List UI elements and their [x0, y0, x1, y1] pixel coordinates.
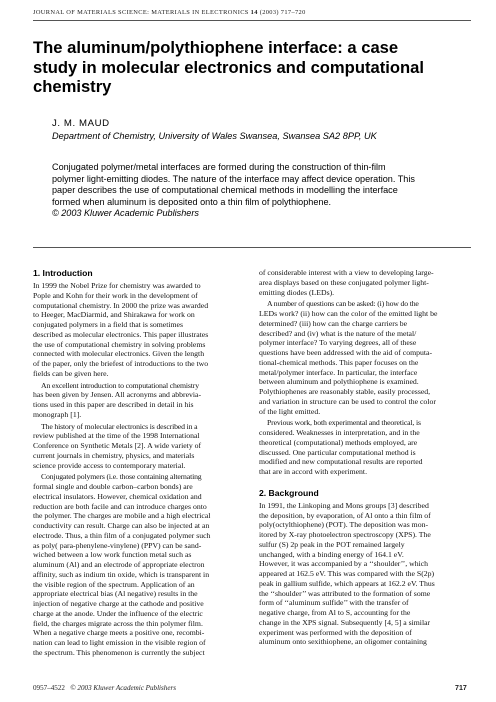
text-line: wiched between a low work function metal such as: [33, 550, 192, 560]
text-line: A number of questions can be asked: (i) how do the: [267, 299, 419, 309]
text-line: injection of negative charge at the cathode and positive: [33, 599, 204, 608]
paragraph: [259, 501, 464, 647]
background-body: [259, 501, 464, 647]
text-line: polymer interface? To varying degrees, all of these: [259, 338, 417, 348]
article-title: [33, 38, 473, 97]
text-line: affinity, such as indium tin oxide, which is transparent in: [33, 569, 210, 579]
introduction-body: [33, 281, 238, 658]
title-line: study in molecular electronics and computational: [33, 57, 424, 77]
footer-copyright-symbol: ©: [70, 684, 76, 692]
text-line: tions used in this paper are described in detail in his: [33, 400, 194, 409]
text-line: When a negative charge meets a positive one, recombi-: [33, 628, 205, 638]
text-line: In 1999 the Nobel Prize for chemistry was awarded to: [33, 281, 201, 290]
text-line: questions have been addressed with the aid of computa-: [259, 348, 433, 357]
text-line: connected with molecular electronics. Given the length: [33, 349, 205, 359]
text-line: An excellent introduction to computational chemistry: [41, 380, 199, 390]
text-line: experiment was performed with the deposition of: [259, 627, 412, 637]
text-line: review published at the time of the 1998 International: [33, 431, 200, 441]
text-line: science provide access to contemporary material.: [33, 460, 186, 470]
text-line: the spectrum. This phenomenon is currently the subject: [33, 647, 205, 657]
section-heading-background: 2. Background: [259, 487, 319, 498]
footer-copyright: 2003 Kluwer Academic Publishers: [77, 684, 177, 692]
abstract: [52, 162, 482, 220]
text-line: modified and new computational results are reported: [259, 457, 423, 467]
text-line: sulfur (S) 2p peak in the POT remained largely: [259, 539, 405, 549]
text-line: However, it was accompanied by a ‘‘shoulder’’, which: [259, 559, 429, 569]
title-line: The aluminum/polythiophene interface: a case: [33, 38, 399, 57]
text-line: conductivity can result. Charge can also be injected at an: [33, 521, 210, 530]
paragraph: [33, 422, 238, 471]
text-line: In 1991, the Linkoping and Mons groups [3] described: [259, 500, 429, 510]
journal-volume: 14: [250, 9, 258, 16]
copyright-symbol: ©: [52, 208, 59, 219]
text-line: emitting diodes (LEDs).: [259, 287, 335, 297]
text-line: poly(octylthiophene) (POT). The deposition was mon-: [259, 520, 429, 530]
text-line: as poly( para-phenylene-vinylene) (PPV) can be sand-: [33, 540, 202, 550]
footer-code: 0957–4522: [33, 684, 65, 692]
text-line: of the light emitted.: [259, 406, 321, 416]
text-line: appropriate electrical bias (Al negative) results in the: [33, 589, 198, 599]
text-line: change in the XPS signal. Subsequently [4, 5] a similar: [259, 617, 431, 627]
paragraph: [33, 472, 238, 657]
text-line: peak in gallium sulfide, which appears at 162.2 eV. Thus: [259, 578, 435, 588]
text-line: described as molecular electronics. This paper illustrates: [33, 329, 209, 339]
text-line: reduction are both facile and can introduce charges onto: [33, 501, 207, 511]
paragraph: [259, 268, 464, 297]
title-line: chemistry: [33, 77, 112, 96]
text-line: of considerable interest with a view to developing large-: [259, 268, 434, 277]
text-line: and variation in structure can be used to control the color: [259, 396, 436, 406]
text-line: conjugated polymers in a field that is sometimes: [33, 320, 184, 329]
text-line: Pople and Kohn for their work in the development of: [33, 290, 198, 300]
text-line: nation can lead to light emission in the visible region of: [33, 638, 206, 647]
author-affiliation: Department of Chemistry, University of Wales Swansea, Swansea SA2 8PP, UK: [52, 131, 377, 141]
text-line: formal single and double carbon–carbon bonds) are: [33, 482, 193, 491]
text-line: has been given by Jensen. All acronyms and abbrevia-: [33, 390, 202, 400]
text-line: the ‘‘shoulder’’ was attributed to the formation of some: [259, 588, 431, 598]
text-line: that are in accord with experiment.: [259, 467, 368, 476]
text-line: computational chemistry. In 2000 the prize was awarded: [33, 300, 209, 310]
text-line: LEDs work? (ii) how can the color of the emitted light be: [259, 309, 438, 318]
paragraph: [33, 281, 238, 379]
abstract-copyright: [52, 208, 482, 220]
text-line: Polythiophenes are reasonably stable, easily processed,: [259, 387, 431, 396]
text-line: area displays based on these conjugated polymer light-: [259, 277, 429, 287]
text-line: determined? (iii) how can the charge carriers be: [259, 318, 408, 328]
text-line: aluminum (Al) and an electrode of appropriate electron: [33, 560, 205, 569]
left-column: [33, 268, 238, 660]
abstract-rule: [33, 247, 471, 248]
text-line: the deposition, by evaporation, of Al onto a thin film of: [259, 510, 431, 520]
paragraph: [33, 381, 238, 420]
text-line: metal/polymer interface. In particular, the interface: [259, 367, 418, 377]
text-line: monograph [1].: [33, 409, 82, 419]
paragraph: [259, 299, 464, 416]
journal-header: [33, 9, 473, 16]
text-line: electrode. Thus, a thin film of a conjugated polymer such: [33, 530, 211, 540]
text-line: negative charge, from Al to S, accounting for the: [259, 608, 411, 617]
abstract-line: formed when aluminum is deposited onto a thin film of polythiophene.: [52, 196, 332, 207]
journal-name: JOURNAL OF MATERIALS SCIENCE: MATERIALS IN ELECTRONICS: [33, 9, 249, 16]
text-line: appeared at 162.5 eV. This was compared with the S(2p): [259, 569, 435, 578]
abstract-line: paper describes the use of computational chemical methods in modelling the interface: [52, 185, 398, 196]
copyright-text: 2003 Kluwer Academic Publishers: [61, 208, 199, 219]
text-line: considered. Weaknesses in interpretation, and in the: [259, 428, 420, 437]
text-line: the visible region of the spectrum. Application of an: [33, 579, 195, 589]
text-line: Conjugated polymers (i.e. those containing alternating: [41, 472, 202, 482]
text-line: The history of molecular electronics is described in a: [41, 421, 198, 431]
abstract-line: Conjugated polymer/metal interfaces are formed during the construction of thin-film: [52, 162, 386, 172]
text-line: theoretical (computational) methods employed, are: [259, 437, 418, 447]
author-name: J. M. MAUD: [52, 118, 110, 129]
text-line: of the paper, only the briefest of introductions to the two: [33, 359, 209, 368]
text-line: Previous work, both experimental and theoretical, is: [267, 418, 421, 428]
page-number: 717: [455, 684, 467, 692]
introduction-continued: [259, 268, 464, 477]
paragraph: [259, 418, 464, 477]
abstract-line: polymer light-emitting diodes. The nature of the interface may affect device operation. This: [52, 173, 415, 184]
journal-year-pages: (2003) 717–720: [259, 9, 306, 16]
text-line: charge at the anode. Under the influence of the electric: [33, 608, 203, 618]
footer-left: [33, 684, 176, 692]
text-line: current journals in chemistry, physics, and materials: [33, 450, 195, 460]
section-heading-introduction: 1. Introduction: [33, 268, 93, 278]
text-line: fields can be given here.: [33, 368, 109, 378]
text-line: field, the charges migrate across the thin polymer film.: [33, 618, 203, 628]
text-line: tional-chemical methods. This paper focuses on the: [259, 357, 419, 367]
text-line: aluminum onto sexithiophene, an oligomer containing: [259, 637, 427, 647]
text-line: unchanged, with a binding energy of 164.1 eV.: [259, 549, 404, 559]
text-line: to Heeger, MacDiarmid, and Shirakawa for work on: [33, 310, 195, 320]
text-line: discussed. One particular computational method is: [259, 447, 416, 457]
text-line: between aluminum and polythiophene is examined.: [259, 377, 419, 387]
text-line: electrical insulators. However, chemical oxidation and: [33, 491, 202, 501]
text-line: the polymer. The charges are mobile and a high electrical: [33, 511, 211, 521]
text-line: described? and (iv) what is the nature of the metal/: [259, 328, 417, 338]
right-column: [259, 268, 464, 649]
text-line: itored by X-ray photoelectron spectroscopy (XPS). The: [259, 530, 431, 539]
text-line: Conference on Synthetic Metals [2]. A wide variety of: [33, 441, 202, 450]
header-rule: [33, 20, 471, 21]
text-line: the use of computational chemistry in solving problems: [33, 339, 206, 349]
text-line: form of ‘‘aluminum sulfide’’ with the transfer of: [259, 598, 409, 608]
